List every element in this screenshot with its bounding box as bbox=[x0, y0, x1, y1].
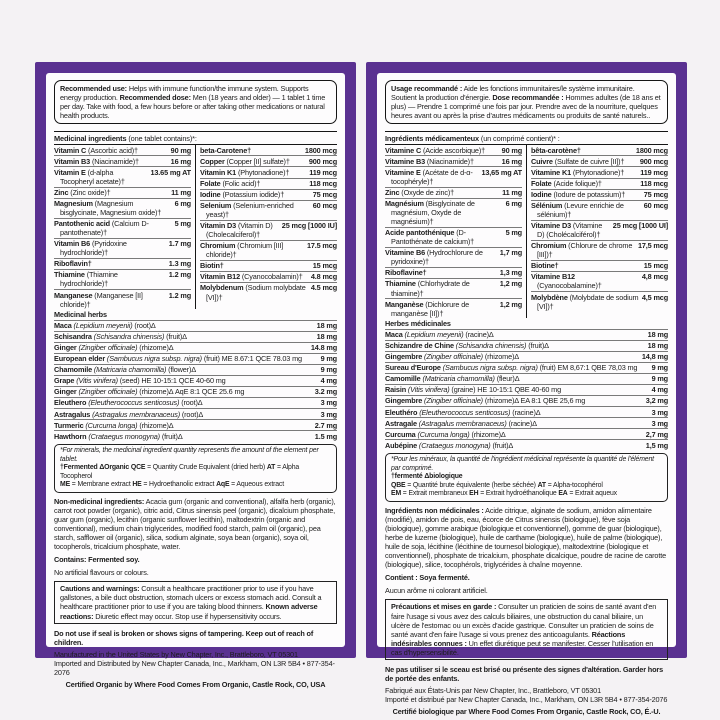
mineral-row: Magnésium (Bisglycinate de magnésium, Oxyde de magnésium)† 6 mg bbox=[385, 199, 522, 227]
herb-row: Gingembre (Zingiber officinale) (rhizome)Δ 14,8 mg bbox=[385, 352, 668, 362]
english-panel bbox=[35, 62, 356, 689]
mineral-row: Zinc (Zinc oxide)† 11 mg bbox=[54, 188, 191, 198]
english-panel-inner bbox=[46, 73, 345, 689]
herb-row: Astragale (Astragalus membranaceus) (racine)Δ 3 mg bbox=[385, 418, 668, 428]
herb-row: Maca (Lepidium meyenii) (root)Δ 18 mg bbox=[54, 321, 337, 331]
mineral-row: Vitamine B3 (Niacinamide)† 16 mg bbox=[385, 156, 522, 166]
non-medicinal-text-fr: Acide citrique, alginate de sodium, amidon alimentaire (modifié), amidon de pois, eau, écorce de Citrus sinensis (biologique), fève soja (biologique), gomme arabique (biologique et conventionnel), gomme de guar (biologique), herbe de luzerne (biologique), huile de carthame (biologique), huile de palme (biologique), huile de soja, lécithine (lécithine de tournesol biologique), maltodextrine (biologique et conventionnel), phosphate de tricalcium, phosphate dicalcique, poudre de racine de carotte (biologique), silice, tocophérols, triglycérides à chaîne moyenne. bbox=[385, 506, 666, 570]
manufactured-line-1: Manufactured in the United States by New Chapter, Inc., Brattleboro, VT 05301 bbox=[54, 649, 298, 659]
footnote-legend-2: ME = Membrane extract HE = Hydroethanolic extract AqE = Aqueous extract bbox=[60, 481, 284, 489]
herbes-medicinales-title: Herbes médicinales bbox=[385, 318, 668, 330]
cautions-box-fr bbox=[385, 599, 668, 659]
footnote-legend-3-fr: EM = Extrait membraneux EH = Extrait hydroéthanolique EA = Extrait aqueux bbox=[391, 490, 617, 498]
adverse-reactions-text-fr: Un effet diurétique peut se manifester. Cesser l'utilisation en cas d'hypersensibilité. bbox=[391, 638, 654, 657]
french-panel bbox=[366, 62, 687, 716]
herb-row: Ginger (Zingiber officinale) (rhizome)Δ AqE 8:1 QCE 25.6 mg 3.2 mg bbox=[54, 387, 337, 397]
mineral-row: Vitamine D3 (Vitamine D) (Cholécalciférol)† 25 mcg [1000 UI] bbox=[531, 221, 668, 240]
herb-row: Gingembre (Zingiber officinale) (rhizome)Δ EA 8:1 QBE 25,6 mg 3,2 mg bbox=[385, 396, 668, 406]
manufactured-line-2: Imported and Distributed by New Chapter Canada, Inc., Markham, ON L3R 5B4 • 877-354-2076 bbox=[54, 658, 335, 677]
mineral-row: Molybdène (Molybdate de sodium [VI])† 4,5 mcg bbox=[531, 292, 668, 311]
mineral-row: Chromium (Chromium [III] chloride)† 17.5 mcg bbox=[200, 241, 337, 260]
recommended-dose-text: Men (18 years and older) — 1 tablet 1 time per day. Take with food, a few hours before or after taking other medications or natural health products. bbox=[60, 93, 326, 121]
mineral-row: Vitamin B12 (Cyanocobalamin)† 4.8 mcg bbox=[200, 272, 337, 282]
usage-recommande-text: Aide les fonctions immunitaires/le système immunitaire. Soutient la production d'énergie. bbox=[391, 84, 635, 103]
medicinal-ingredients-header: Medicinal ingredients (one tablet contains)*: bbox=[54, 131, 337, 145]
herb-row: Maca (Lepidium meyenii) (racine)Δ 18 mg bbox=[385, 330, 668, 340]
minerals-table bbox=[54, 145, 337, 309]
herb-row: Astragalus (Astragalus membranaceus) (root)Δ 3 mg bbox=[54, 409, 337, 419]
herb-row: Eleuthero (Eleutherococcus senticosus) (root)Δ 3 mg bbox=[54, 398, 337, 408]
medicinal-herbs-title: Medicinal herbs bbox=[54, 309, 337, 321]
non-medicinal-label-fr: Ingrédients non médicinales : bbox=[385, 506, 484, 516]
minerals-column-left-fr bbox=[385, 145, 526, 318]
footnote-legend-1-fr: †fermenté Δbiologique bbox=[391, 473, 463, 481]
footnotes-box bbox=[54, 444, 337, 493]
mineral-row: Vitamine E (Acétate de d-α-tocophéryle)† 13,65 mg AT bbox=[385, 167, 522, 186]
mineral-row: Vitamine B6 (Hydrochlorure de pyridoxine)† 1,7 mg bbox=[385, 248, 522, 267]
recommended-dose-label: Recommended dose: bbox=[119, 93, 191, 103]
herbs-table-fr bbox=[385, 330, 668, 451]
adverse-reactions-text: Diuretic effect may occur. Stop use if hypersensitivity occurs. bbox=[93, 611, 282, 621]
recommended-use-box bbox=[54, 80, 337, 124]
mineral-row: Vitamin C (Ascorbic acid)† 90 mg bbox=[54, 145, 191, 155]
mineral-row: Vitamin K1 (Phytonadione)† 119 mcg bbox=[200, 167, 337, 177]
herb-row: Sureau d'Europe (Sambucus nigra subsp. nigra) (fruit) EM 8,67:1 QBE 78,03 mg 9 mg bbox=[385, 363, 668, 373]
mineral-row: Biotine† 15 mcg bbox=[531, 261, 668, 271]
seal-warning: Do not use if seal is broken or shows signs of tampering. Keep out of reach of children. bbox=[54, 628, 314, 647]
mineral-row: Magnesium (Magnesium bisglycinate, Magnesium oxide)† 6 mg bbox=[54, 199, 191, 218]
mineral-row: Thiamine (Chlorhydrate de thiamine)† 1,2 mg bbox=[385, 279, 522, 298]
cautions-text-fr: Consulter un praticien de soins de santé avant d'en faire l'usage si vous avez des calculs biliaires, une obstruction du canal biliaire, un ulcère de l'estomac ou un excès d'acide gastrique. Consulter un praticien de soins de santé avant d'en faire l'usage si vous prenez des anticoagulants. bbox=[391, 602, 657, 639]
mineral-row: Cuivre (Sulfate de cuivre [II])† 900 mcg bbox=[531, 156, 668, 166]
non-medicinal-label: Non-medicinal ingredients: bbox=[54, 496, 145, 506]
herb-row: Eleuthéro (Eleutherococcus senticosus) (racine)Δ 3 mg bbox=[385, 407, 668, 417]
mineral-row: Biotin† 15 mcg bbox=[200, 261, 337, 271]
mineral-row: Folate (Acide folique)† 118 mcg bbox=[531, 179, 668, 188]
certified-organic-line-fr: Certifié biologique par Where Food Comes From Organic, Castle Rock, CO, É.-U. bbox=[392, 706, 661, 716]
mineral-row: Selenium (Selenium-enriched yeast)† 60 mcg bbox=[200, 201, 337, 220]
french-panel-inner bbox=[377, 73, 676, 716]
adverse-reactions-label: Known adverse reactions: bbox=[60, 602, 318, 621]
mineral-row: Zinc (Oxyde de zinc)† 11 mg bbox=[385, 188, 522, 198]
herbs-table bbox=[54, 321, 337, 442]
footnote-minerals-fr: *Pour les minéraux, la quantité de l'ingrédient médicinal représente la quantité de l'élément par comprimé. bbox=[391, 456, 654, 472]
herb-row: Curcuma (Curcuma longa) (rhizome)Δ 2,7 mg bbox=[385, 429, 668, 439]
mineral-row: Vitamin E (d-alpha Tocopheryl acetate)† 13.65 mg AT bbox=[54, 167, 191, 186]
non-medicinal-paragraph bbox=[54, 497, 337, 551]
manufactured-line-1-fr: Fabriqué aux États-Unis par New Chapter, Inc., Brattleboro, VT 05301 bbox=[385, 685, 601, 695]
dose-recommandee-label: Dose recommandée : bbox=[492, 93, 564, 103]
mineral-row: Vitamine B12 (Cyanocobalamine)† 4,8 mcg bbox=[531, 272, 668, 291]
dose-recommandee-text: Hommes adultes (de 18 ans et plus) — Prendre 1 comprimé une fois par jour. Prendre avec de la nourriture, quelques heures avant ou après la prise d'autres médicaments ou produits de santé naturels.. bbox=[391, 93, 661, 121]
contains-line: Contains: Fermented soy. bbox=[54, 555, 140, 565]
herb-row: Ginger (Zingiber officinale) (rhizome)Δ 14.8 mg bbox=[54, 343, 337, 353]
mineral-row: Vitamin B3 (Niacinamide)† 16 mg bbox=[54, 156, 191, 166]
seal-warning-fr: Ne pas utiliser si le sceau est brisé ou présente des signes d'altération. Garder hors de portée des enfants. bbox=[385, 664, 663, 683]
footnote-legend-1: †Fermented ΔOrganic QCE = Quantity Crude Equivalent (dried herb) AT = Alpha Tocopherol bbox=[60, 464, 300, 480]
herb-row: Camomille (Matricaria chamomilla) (fleur)Δ 9 mg bbox=[385, 374, 668, 384]
mineral-row: Chromium (Chlorure de chrome [III])† 17,5 mcg bbox=[531, 241, 668, 260]
mineral-row: Vitamine K1 (Phytonadione)† 119 mcg bbox=[531, 167, 668, 177]
non-medicinal-paragraph-fr bbox=[385, 506, 668, 569]
mineral-row: bêta-carotène† 1800 mcg bbox=[531, 145, 668, 155]
mineral-row: Iodine (Potassium iodide)† 75 mcg bbox=[200, 190, 337, 200]
recommended-use-text: Helps with immune function/the immune system. Supports energy production. bbox=[60, 84, 309, 103]
ingredients-medicamenteux-header: Ingrédients médicamenteux (un comprimé contient)* : bbox=[385, 131, 668, 145]
herb-row: Chamomile (Matricaria chamomilla) (flower)Δ 9 mg bbox=[54, 365, 337, 375]
mineral-row: Riboflavin† 1.3 mg bbox=[54, 259, 191, 269]
herb-row: Turmeric (Curcuma longa) (rhizome)Δ 2.7 mg bbox=[54, 420, 337, 430]
cautions-label: Cautions and warnings: bbox=[60, 584, 140, 594]
herb-row: Grape (Vitis vinifera) (seed) HE 10-15:1 QCE 40-60 mg 4 mg bbox=[54, 376, 337, 386]
mineral-row: Pantothenic acid (Calcium D-pantothenate)† 5 mg bbox=[54, 219, 191, 238]
herb-row: Schizandre de Chine (Schisandra chinensis) (fruit)Δ 18 mg bbox=[385, 341, 668, 351]
usage-recommande-label: Usage recommandé : bbox=[391, 84, 463, 93]
minerals-table-fr bbox=[385, 145, 668, 318]
herb-row: Raisin (Vitis vinifera) (graine) HE 10-15:1 QBE 40-60 mg 4 mg bbox=[385, 385, 668, 395]
herb-row: Schisandra (Schisandra chinensis) (fruit)Δ 18 mg bbox=[54, 332, 337, 342]
mineral-row: Acide pantothénique (D-Pantothénate de calcium)† 5 mg bbox=[385, 228, 522, 247]
mineral-row: Folate (Folic acid)† 118 mcg bbox=[200, 179, 337, 188]
mineral-row: Vitamin B6 (Pyridoxine hydrochloride)† 1.7 mg bbox=[54, 239, 191, 258]
mineral-row: Manganese (Manganese [II] chloride)† 1.2 mg bbox=[54, 290, 191, 309]
herb-row: Hawthorn (Crataegus monogyna) (fruit)Δ 1.5 mg bbox=[54, 431, 337, 441]
cautions-text: Consult a healthcare practitioner prior to use if you have gallstones, a bile duct obstruction, stomach ulcers or excess stomach acid. Consult a healthcare practitioner prior to use if you are taking blood thinners. bbox=[60, 584, 322, 612]
minerals-column-right bbox=[195, 145, 337, 309]
mineral-row: Vitamine C (Acide ascorbique)† 90 mg bbox=[385, 145, 522, 155]
mineral-row: Iodine (Iodure de potassium)† 75 mcg bbox=[531, 190, 668, 200]
footnote-minerals: *For minerals, the medicinal ingredient quantity represents the amount of the element per tablet. bbox=[60, 447, 319, 463]
contains-line-fr: Contient : Soya fermenté. bbox=[385, 573, 470, 583]
cautions-box bbox=[54, 581, 337, 623]
mineral-row: Sélénium (Levure enrichie de sélénium)† 60 mcg bbox=[531, 201, 668, 220]
certified-organic-line: Certified Organic by Where Food Comes From Organic, Castle Rock, CO, USA bbox=[65, 679, 326, 689]
footnotes-box-fr bbox=[385, 453, 668, 502]
manufactured-line-2-fr: Importé et distribué par New Chapter Canada, Inc., Markham, ON L3R 5B4 • 877-354-2076 bbox=[385, 694, 668, 704]
no-artificial-line-fr: Aucun arôme ni colorant artificiel. bbox=[385, 586, 488, 596]
mineral-row: beta-Carotene† 1800 mcg bbox=[200, 145, 337, 155]
herb-row: Aubépine (Crataegus monogyna) (fruit)Δ 1,5 mg bbox=[385, 440, 668, 450]
cautions-label-fr: Précautions et mises en garde : bbox=[391, 602, 497, 612]
mineral-row: Molybdenum (Sodium molybdate [VI])† 4.5 mcg bbox=[200, 283, 337, 302]
mineral-row: Vitamin D3 (Vitamin D) (Cholecalciferol)† 25 mcg [1000 IU] bbox=[200, 221, 337, 240]
mineral-row: Riboflavine† 1,3 mg bbox=[385, 268, 522, 278]
herb-row: European elder (Sambucus nigra subsp. nigra) (fruit) ME 8.67:1 QCE 78.03 mg 9 mg bbox=[54, 354, 337, 364]
recommended-use-label: Recommended use: bbox=[60, 84, 127, 93]
mineral-row: Thiamine (Thiamine hydrochloride)† 1.2 mg bbox=[54, 270, 191, 289]
adverse-reactions-label-fr: Réactions indésirables connues : bbox=[391, 629, 626, 648]
non-medicinal-text: Acacia gum (organic and conventional), alfalfa herb (organic), carrot root powder (organic), citric acid, Citrus sinensis peel (organic), dicalcium phosphate, guar gum (organic), lecithin (organic sunflower lecithin), maltodextrin (organic and conventional), medium chain triglycerides, modified food starch, palm oil (organic), pea starch, safflower oil (organic), silica, sodium alginate, soya bean (organic), soya oil, tocopherols, tricalcium phosphate, water. bbox=[54, 496, 336, 552]
footnote-legend-2-fr: QBE = Quantité brute équivalente (herbe séchée) AT = Alpha-tocophérol bbox=[391, 481, 603, 489]
no-artificial-line: No artificial flavours or colours. bbox=[54, 568, 149, 578]
minerals-column-right-fr bbox=[526, 145, 668, 318]
minerals-column-left bbox=[54, 145, 195, 309]
mineral-row: Copper (Copper [II] sulfate)† 900 mcg bbox=[200, 156, 337, 166]
usage-recommande-box bbox=[385, 80, 668, 124]
mineral-row: Manganèse (Dichlorure de manganèse [II])† 1,2 mg bbox=[385, 299, 522, 318]
